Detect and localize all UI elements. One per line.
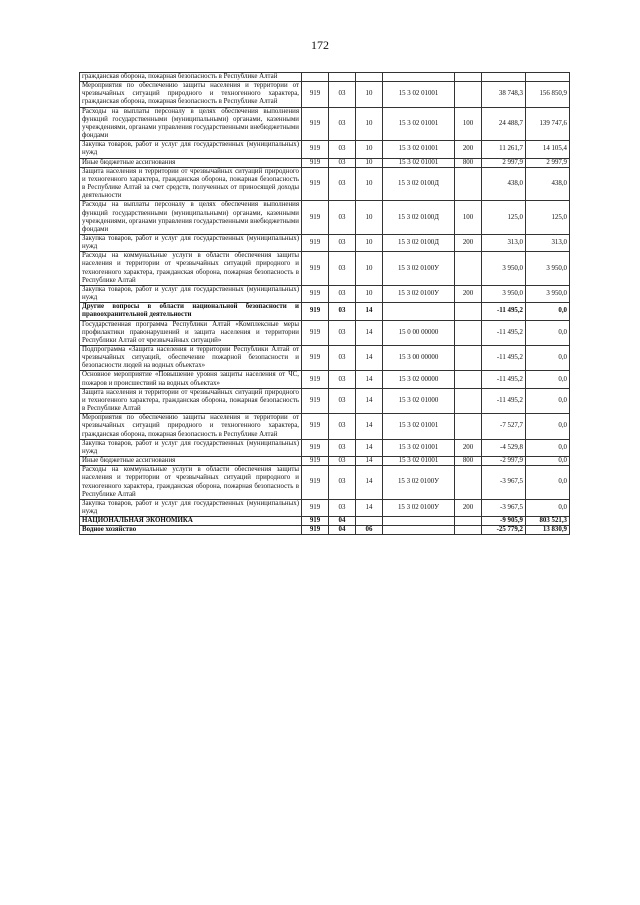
row-rz: 03: [329, 303, 356, 320]
table-row: [80, 285, 570, 302]
row-pr: 14: [356, 466, 383, 500]
row-sum-1: 438,0: [482, 167, 526, 201]
row-pr: 14: [356, 414, 383, 439]
row-vr: [455, 73, 482, 82]
row-sum-1: 3 950,0: [482, 285, 526, 302]
row-ved: 919: [302, 234, 329, 251]
row-csr: 15 3 02 01001: [383, 439, 455, 456]
table-row: [80, 466, 570, 500]
row-csr: 15 0 00 00000: [383, 320, 455, 345]
row-sum-2: 0,0: [526, 320, 570, 345]
row-csr: [383, 303, 455, 320]
row-rz: 03: [329, 499, 356, 516]
row-ved: 919: [302, 285, 329, 302]
row-vr: [455, 517, 482, 526]
row-name: Иные бюджетные ассигнования: [80, 158, 302, 167]
row-csr: 15 3 02 01001: [383, 457, 455, 466]
page-number: 172: [311, 38, 329, 52]
row-ved: 919: [302, 201, 329, 235]
row-rz: 03: [329, 234, 356, 251]
row-csr: 15 3 02 01001: [383, 107, 455, 141]
row-ved: 919: [302, 466, 329, 500]
row-sum-1: -11 495,2: [482, 303, 526, 320]
row-csr: [383, 526, 455, 535]
row-csr: 15 3 02 01001: [383, 82, 455, 107]
row-name: Закупка товаров, работ и услуг для государственных (муниципальных) нужд: [80, 234, 302, 251]
row-name: НАЦИОНАЛЬНАЯ ЭКОНОМИКА: [80, 517, 302, 526]
row-sum-1: -3 967,5: [482, 499, 526, 516]
table-row: [80, 234, 570, 251]
row-sum-1: -7 527,7: [482, 414, 526, 439]
row-ved: 919: [302, 439, 329, 456]
row-pr: 14: [356, 388, 383, 413]
row-ved: 919: [302, 141, 329, 158]
table-row: [80, 388, 570, 413]
row-vr: 200: [455, 499, 482, 516]
row-name: Подпрограмма «Защита населения и территории Республики Алтай от чрезвычайных ситуаций, обеспечение пожарной безопасности и безопасности людей на водных объектах»: [80, 346, 302, 371]
row-rz: 03: [329, 457, 356, 466]
row-ved: 919: [302, 303, 329, 320]
row-csr: 15 3 02 01001: [383, 158, 455, 167]
row-sum-1: -9 905,9: [482, 517, 526, 526]
row-rz: 03: [329, 371, 356, 388]
row-rz: 03: [329, 414, 356, 439]
table-row: [80, 82, 570, 107]
row-vr: [455, 526, 482, 535]
row-sum-2: 139 747,6: [526, 107, 570, 141]
table-row: [80, 517, 570, 526]
row-sum-1: 313,0: [482, 234, 526, 251]
row-rz: 03: [329, 82, 356, 107]
row-sum-2: 13 830,9: [526, 526, 570, 535]
row-vr: 200: [455, 234, 482, 251]
row-pr: 14: [356, 303, 383, 320]
row-pr: 10: [356, 82, 383, 107]
row-pr: 10: [356, 141, 383, 158]
row-rz: 03: [329, 141, 356, 158]
row-sum-2: 313,0: [526, 234, 570, 251]
row-name: Государственная программа Республики Алтай «Комплексные меры профилактики правонарушений и защита населения и территории Республики Алтай от чрезвычайных ситуаций»: [80, 320, 302, 345]
row-sum-1: 125,0: [482, 201, 526, 235]
row-name: Закупка товаров, работ и услуг для государственных (муниципальных) нужд: [80, 499, 302, 516]
row-vr: [455, 167, 482, 201]
row-ved: 919: [302, 526, 329, 535]
row-csr: [383, 73, 455, 82]
row-pr: [356, 517, 383, 526]
table-row: [80, 158, 570, 167]
row-ved: 919: [302, 252, 329, 286]
row-sum-1: 2 997,9: [482, 158, 526, 167]
row-sum-2: 0,0: [526, 439, 570, 456]
row-sum-1: 3 950,0: [482, 252, 526, 286]
row-sum-2: 0,0: [526, 303, 570, 320]
row-sum-2: 3 950,0: [526, 285, 570, 302]
row-pr: 10: [356, 252, 383, 286]
row-ved: 919: [302, 371, 329, 388]
row-sum-1: 11 261,7: [482, 141, 526, 158]
row-rz: 03: [329, 388, 356, 413]
row-rz: 03: [329, 439, 356, 456]
row-pr: 14: [356, 346, 383, 371]
row-vr: [455, 82, 482, 107]
row-name: Расходы на выплаты персоналу в целях обеспечения выполнения функций государственными (муниципальными) органами, казенными учреждениями, органами управления государственными внебюджетными фондами: [80, 201, 302, 235]
row-sum-2: 0,0: [526, 371, 570, 388]
row-csr: 15 3 00 00000: [383, 346, 455, 371]
row-rz: 03: [329, 167, 356, 201]
row-name: Мероприятия по обеспечению защиты населения и территории от чрезвычайных ситуаций природного и техногенного характера, гражданская оборона, пожарная безопасность в Республике Алтай: [80, 414, 302, 439]
row-rz: 03: [329, 201, 356, 235]
row-pr: 10: [356, 285, 383, 302]
row-ved: 919: [302, 82, 329, 107]
row-vr: [455, 414, 482, 439]
row-pr: 10: [356, 158, 383, 167]
row-name: Мероприятия по обеспечению защиты населения и территории от чрезвычайных ситуаций природного и техногенного характера, гражданская оборона, пожарная безопасность в Республике Алтай: [80, 82, 302, 107]
row-csr: [383, 517, 455, 526]
row-ved: 919: [302, 388, 329, 413]
row-csr: 15 3 02 01001: [383, 141, 455, 158]
table-row: [80, 141, 570, 158]
row-sum-1: -4 529,8: [482, 439, 526, 456]
row-vr: 200: [455, 141, 482, 158]
row-csr: 15 3 02 0100У: [383, 252, 455, 286]
row-name: Расходы на коммунальные услуги в области обеспечения защиты населения и территории от чрезвычайных ситуаций природного и техногенного характера, гражданская оборона, пожарная безопасность в Республике Алтай: [80, 252, 302, 286]
row-vr: 100: [455, 107, 482, 141]
row-sum-2: 156 850,9: [526, 82, 570, 107]
row-ved: 919: [302, 499, 329, 516]
table-body: [80, 73, 570, 535]
row-vr: [455, 346, 482, 371]
row-ved: 919: [302, 414, 329, 439]
row-vr: [455, 303, 482, 320]
row-vr: 800: [455, 457, 482, 466]
row-sum-1: [482, 73, 526, 82]
table-row: [80, 303, 570, 320]
row-pr: 10: [356, 167, 383, 201]
row-pr: 14: [356, 371, 383, 388]
row-pr: [356, 73, 383, 82]
row-csr: 15 3 02 0100Д: [383, 201, 455, 235]
row-name: Иные бюджетные ассигнования: [80, 457, 302, 466]
row-csr: 15 3 02 0100У: [383, 285, 455, 302]
row-rz: 03: [329, 107, 356, 141]
row-sum-2: 14 105,4: [526, 141, 570, 158]
row-vr: [455, 371, 482, 388]
row-csr: 15 3 02 0100У: [383, 499, 455, 516]
row-rz: 03: [329, 346, 356, 371]
row-rz: 03: [329, 158, 356, 167]
row-sum-1: 24 488,7: [482, 107, 526, 141]
row-sum-2: 803 521,3: [526, 517, 570, 526]
row-sum-2: 438,0: [526, 167, 570, 201]
table-row: [80, 526, 570, 535]
row-rz: 04: [329, 517, 356, 526]
row-vr: [455, 466, 482, 500]
row-name: Закупка товаров, работ и услуг для государственных (муниципальных) нужд: [80, 439, 302, 456]
budget-table: [79, 72, 570, 535]
row-ved: 919: [302, 457, 329, 466]
row-csr: 15 3 02 00000: [383, 371, 455, 388]
row-vr: 100: [455, 201, 482, 235]
table-row: [80, 320, 570, 345]
row-name: Другие вопросы в области национальной безопасности и правоохранительной деятельности: [80, 303, 302, 320]
row-sum-1: -11 495,2: [482, 320, 526, 345]
table-row: [80, 107, 570, 141]
row-name: Защита населения и территории от чрезвычайных ситуаций природного и техногенного характера, гражданская оборона, пожарная безопасность в Республике Алтай за счет средств, полученных от приносящей доходы деятельности: [80, 167, 302, 201]
row-pr: 10: [356, 234, 383, 251]
row-ved: 919: [302, 320, 329, 345]
table-row: [80, 201, 570, 235]
row-name: Закупка товаров, работ и услуг для государственных (муниципальных) нужд: [80, 141, 302, 158]
row-pr: 14: [356, 457, 383, 466]
row-ved: 919: [302, 167, 329, 201]
row-rz: [329, 73, 356, 82]
row-csr: 15 3 02 0100Д: [383, 167, 455, 201]
row-name: Водное хозяйство: [80, 526, 302, 535]
row-sum-1: -11 495,2: [482, 371, 526, 388]
row-sum-1: -11 495,2: [482, 346, 526, 371]
row-rz: 03: [329, 466, 356, 500]
row-ved: 919: [302, 346, 329, 371]
row-sum-2: 0,0: [526, 414, 570, 439]
row-vr: 200: [455, 285, 482, 302]
row-rz: 03: [329, 252, 356, 286]
row-name: гражданская оборона, пожарная безопасность в Республике Алтай: [80, 73, 302, 82]
table-row: [80, 346, 570, 371]
row-csr: 15 3 02 01001: [383, 414, 455, 439]
table-row: [80, 252, 570, 286]
row-rz: 03: [329, 320, 356, 345]
row-vr: [455, 388, 482, 413]
row-ved: 919: [302, 517, 329, 526]
row-sum-1: -25 779,2: [482, 526, 526, 535]
table-row: [80, 73, 570, 82]
row-sum-1: -3 967,5: [482, 466, 526, 500]
row-sum-1: -2 997,9: [482, 457, 526, 466]
table-row: [80, 167, 570, 201]
row-sum-1: -11 495,2: [482, 388, 526, 413]
row-name: Защита населения и территории от чрезвычайных ситуаций природного и техногенного характера, гражданская оборона, пожарная безопасность в Республике Алтай: [80, 388, 302, 413]
row-vr: [455, 252, 482, 286]
row-ved: 919: [302, 107, 329, 141]
row-csr: 15 3 02 01000: [383, 388, 455, 413]
row-ved: [302, 73, 329, 82]
row-pr: 14: [356, 439, 383, 456]
row-name: Основное мероприятие «Повышение уровня защиты населения от ЧС, пожаров и происшествий на водных объектах»: [80, 371, 302, 388]
row-pr: 14: [356, 320, 383, 345]
row-sum-2: 0,0: [526, 457, 570, 466]
table-row: [80, 457, 570, 466]
row-sum-1: 38 748,3: [482, 82, 526, 107]
table-row: [80, 499, 570, 516]
row-sum-2: 3 950,0: [526, 252, 570, 286]
row-sum-2: 0,0: [526, 499, 570, 516]
row-sum-2: 0,0: [526, 466, 570, 500]
row-rz: 04: [329, 526, 356, 535]
row-sum-2: 125,0: [526, 201, 570, 235]
row-pr: 14: [356, 499, 383, 516]
row-sum-2: 0,0: [526, 346, 570, 371]
row-csr: 15 3 02 0100Д: [383, 234, 455, 251]
row-pr: 06: [356, 526, 383, 535]
row-ved: 919: [302, 158, 329, 167]
row-sum-2: [526, 73, 570, 82]
row-vr: 200: [455, 439, 482, 456]
row-vr: [455, 320, 482, 345]
table-row: [80, 371, 570, 388]
row-vr: 800: [455, 158, 482, 167]
row-pr: 10: [356, 201, 383, 235]
table-row: [80, 414, 570, 439]
row-sum-2: 2 997,9: [526, 158, 570, 167]
row-pr: 10: [356, 107, 383, 141]
row-name: Расходы на выплаты персоналу в целях обеспечения выполнения функций государственными (муниципальными) органами, казенными учреждениями, органами управления государственными внебюджетными фондами: [80, 107, 302, 141]
row-csr: 15 3 02 0100У: [383, 466, 455, 500]
row-sum-2: 0,0: [526, 388, 570, 413]
table-row: [80, 439, 570, 456]
row-name: Расходы на коммунальные услуги в области обеспечения защиты населения и территории от чрезвычайных ситуаций природного и техногенного характера, гражданская оборона, пожарная безопасность в Республике Алтай: [80, 466, 302, 500]
row-name: Закупка товаров, работ и услуг для государственных (муниципальных) нужд: [80, 285, 302, 302]
row-rz: 03: [329, 285, 356, 302]
